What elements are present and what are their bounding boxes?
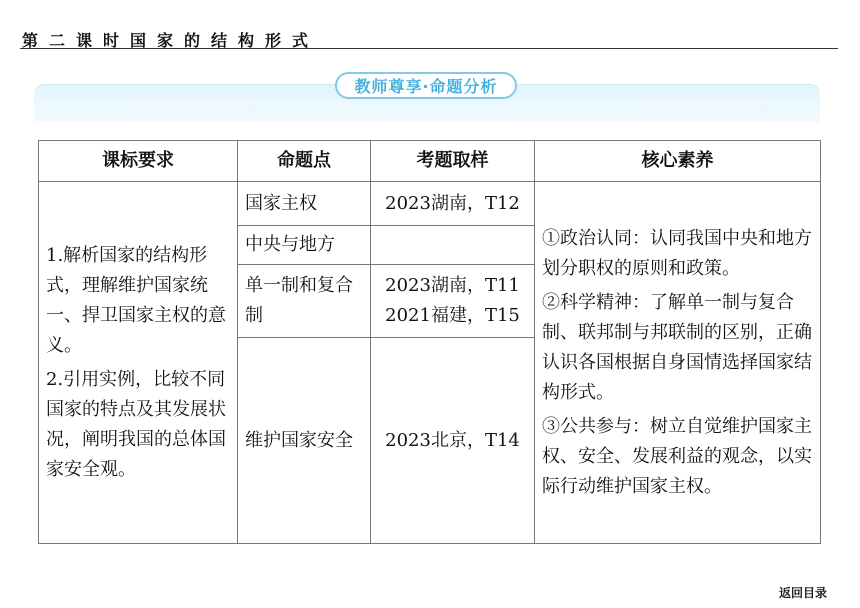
table-header-row [39, 141, 821, 182]
header-requirements: 课标要求 [39, 141, 238, 182]
sample-item: 2023湖南，T12 [385, 192, 520, 214]
banner-label: 教师尊享·命题分析 [335, 72, 517, 99]
literacy-cell [535, 182, 821, 544]
analysis-table [38, 140, 821, 544]
header-points: 命题点 [238, 141, 371, 182]
sample-item: 2023湖南，T11 [385, 275, 520, 296]
literacy-item: ②科学精神：了解单一制与复合制、联邦制与邦联制的区别，正确认识各国根据自身国情选择国家结构形式。 [542, 291, 812, 403]
sample-cell [371, 226, 535, 265]
sample-cell [371, 265, 535, 338]
lesson-title: 第二课时国家的结构形式 [22, 31, 320, 50]
requirement-item: 1.解析国家的结构形式，理解维护国家统一、捍卫国家主权的意义。 [46, 244, 226, 356]
header-samples: 考题取样 [371, 141, 535, 182]
back-to-contents-link[interactable]: 返回目录 [779, 586, 828, 600]
literacy-item: ①政治认同：认同我国中央和地方划分职权的原则和政策。 [542, 227, 812, 279]
point-cell: 维护国家安全 [238, 338, 371, 544]
requirement-item: 2.引用实例，比较不同国家的特点及其发展状况，阐明我国的总体国家安全观。 [46, 368, 226, 480]
literacy-item: ③公共参与：树立自觉维护国家主权、安全、发展利益的观念，以实际行动维护国家主权。 [542, 415, 812, 497]
sample-item: 2023北京，T14 [385, 429, 520, 451]
point-cell: 单一制和复合制 [238, 265, 371, 338]
requirements-cell [39, 182, 238, 544]
sample-item: 2021福建，T15 [385, 305, 520, 326]
sample-cell [371, 182, 535, 226]
point-cell: 中央与地方 [238, 226, 371, 265]
title-divider [20, 48, 838, 49]
sample-cell [371, 338, 535, 544]
table-row [39, 182, 821, 226]
point-cell: 国家主权 [238, 182, 371, 226]
header-literacy: 核心素养 [535, 141, 821, 182]
